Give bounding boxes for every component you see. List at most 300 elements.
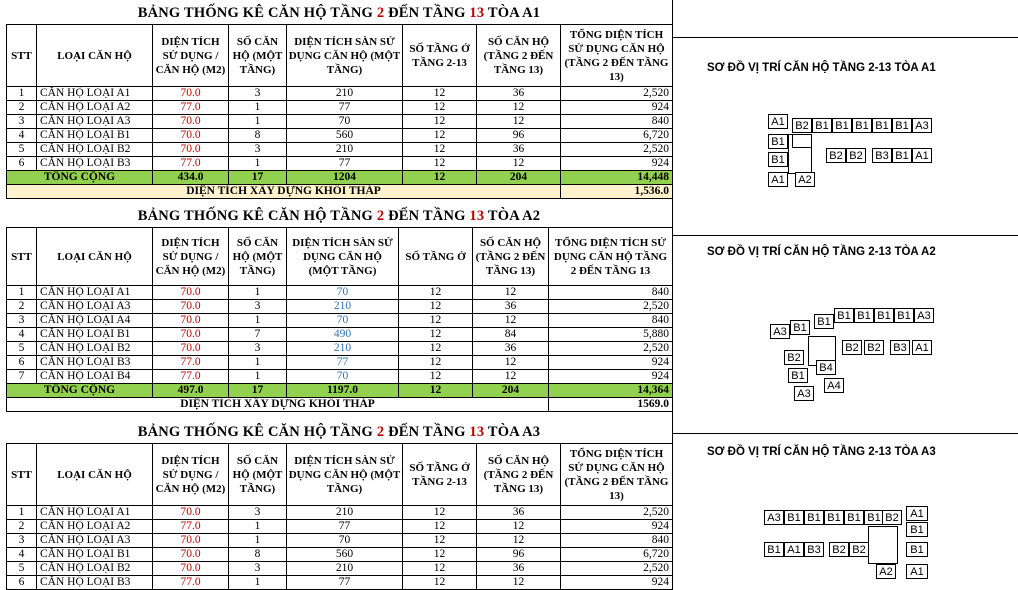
- table-a1: [6, 24, 673, 199]
- table-cell: 77: [287, 101, 403, 115]
- table-cell: 3: [7, 534, 37, 548]
- table-cell: 560: [287, 129, 403, 143]
- apartment-unit: B1: [764, 542, 784, 557]
- table-cell: 1: [229, 157, 287, 171]
- table-cell: 12: [403, 534, 477, 548]
- table-cell: CĂN HỘ LOẠI A3: [37, 534, 153, 548]
- apartment-unit: B1: [906, 522, 928, 537]
- table-cell: 77.0: [153, 520, 229, 534]
- table-row: [7, 300, 673, 314]
- apartment-unit: A4: [824, 378, 844, 393]
- diagram-title-a2: SƠ ĐỒ VỊ TRÍ CĂN HỘ TẦNG 2-13 TÒA A2: [707, 246, 936, 258]
- table-cell: 924: [549, 370, 673, 384]
- table-cell: 70.0: [153, 143, 229, 157]
- header-total-area: TỔNG DIỆN TÍCH SỬ DỤNG CĂN HỘ (TẦNG 2 ĐẾN TẦNG 13): [561, 25, 673, 87]
- header-stt: STT: [7, 444, 37, 506]
- table-cell: 5: [7, 342, 37, 356]
- table-cell: 490: [287, 328, 399, 342]
- table-cell: 1: [229, 286, 287, 300]
- table-cell: 12: [473, 286, 549, 300]
- apartment-unit: B2: [826, 148, 846, 163]
- table-block-a2: [6, 205, 672, 412]
- table-cell: 3: [7, 115, 37, 129]
- table-cell: 924: [561, 576, 673, 590]
- table-cell: CĂN HỘ LOẠI A2: [37, 101, 153, 115]
- table-cell: 70: [287, 534, 403, 548]
- table-cell: CĂN HỘ LOẠI B2: [37, 143, 153, 157]
- table-row: [7, 286, 673, 300]
- table-cell: 12: [399, 300, 473, 314]
- header-floor-area: DIỆN TÍCH SÀN SỬ DỤNG CĂN HỘ (MỘT TẦNG): [287, 228, 399, 286]
- table-cell: 70.0: [153, 548, 229, 562]
- total-cell: TỔNG CỘNG: [7, 384, 153, 398]
- diagram-title-a1: SƠ ĐỒ VỊ TRÍ CĂN HỘ TẦNG 2-13 TÒA A1: [707, 62, 936, 74]
- table-cell: 2,520: [561, 143, 673, 157]
- table-row: [7, 342, 673, 356]
- apartment-unit: B1: [894, 308, 914, 323]
- table-cell: 6,720: [561, 129, 673, 143]
- table-cell: 70.0: [153, 506, 229, 520]
- table-cell: 77.0: [153, 356, 229, 370]
- table-cell: 840: [561, 115, 673, 129]
- apartment-unit: B2: [849, 542, 869, 557]
- table-cell: 210: [287, 506, 403, 520]
- table-cell: CĂN HỘ LOẠI B3: [37, 157, 153, 171]
- apartment-unit: B1: [874, 308, 894, 323]
- table-cell: 77.0: [153, 370, 229, 384]
- title-text: BẢNG THỐNG KÊ CĂN HỘ TẦNG: [137, 208, 377, 224]
- table-cell: 70.0: [153, 300, 229, 314]
- header-total-area: TỔNG DIỆN TÍCH SỬ DỤNG CĂN HỘ TẦNG 2 ĐẾN TẦNG 13: [549, 228, 673, 286]
- table-cell: 924: [549, 356, 673, 370]
- table-cell: 1: [229, 101, 287, 115]
- total-cell: 12: [403, 171, 477, 185]
- table-cell: 1: [229, 370, 287, 384]
- title-floor-to: 13: [469, 424, 485, 440]
- table-cell: 70: [287, 370, 399, 384]
- table-cell: 7: [229, 328, 287, 342]
- table-cell: 8: [229, 129, 287, 143]
- total-cell: 204: [473, 384, 549, 398]
- title-floor-from: 2: [376, 424, 385, 440]
- table-cell: 3: [229, 87, 287, 101]
- table-cell: 12: [399, 342, 473, 356]
- header-total-area: TỔNG DIỆN TÍCH SỬ DỤNG CĂN HỘ (TẦNG 2 ĐẾN TẦNG 13): [561, 444, 673, 506]
- total-cell: 17: [229, 384, 287, 398]
- table-cell: 12: [403, 157, 477, 171]
- apartment-unit: A3: [764, 510, 784, 525]
- table-cell: 12: [477, 520, 561, 534]
- apartment-unit: B1: [768, 134, 788, 149]
- table-cell: 6: [7, 157, 37, 171]
- table-cell: 12: [473, 314, 549, 328]
- table-cell: 70.0: [153, 342, 229, 356]
- table-cell: 210: [287, 87, 403, 101]
- apartment-unit: A3: [794, 386, 814, 401]
- table-cell: 77: [287, 576, 403, 590]
- table-row: [7, 548, 673, 562]
- table-cell: 96: [477, 548, 561, 562]
- table-cell: 70.0: [153, 129, 229, 143]
- table-cell: 70.0: [153, 87, 229, 101]
- table-cell: 924: [561, 101, 673, 115]
- title-building: TÒA A3: [484, 424, 541, 440]
- table-cell: 12: [403, 143, 477, 157]
- table-row: [7, 576, 673, 590]
- table-cell: 5: [7, 562, 37, 576]
- total-cell: 497.0: [153, 384, 229, 398]
- table-cell: 2: [7, 520, 37, 534]
- title-text: BẢNG THỐNG KÊ CĂN HỘ TẦNG: [137, 424, 377, 440]
- header-units-total: SỐ CĂN HỘ (TẦNG 2 ĐẾN TẦNG 13): [477, 25, 561, 87]
- table-cell: 70: [287, 286, 399, 300]
- diagram-panel-a3: [673, 433, 1018, 586]
- table-cell: 1: [229, 115, 287, 129]
- table-cell: 12: [477, 157, 561, 171]
- table-cell: 560: [287, 548, 403, 562]
- table-cell: 3: [229, 506, 287, 520]
- table-cell: 70: [287, 115, 403, 129]
- table-row: [7, 314, 673, 328]
- table-cell: 12: [399, 356, 473, 370]
- header-stt: STT: [7, 228, 37, 286]
- header-units-total: SỐ CĂN HỘ (TẦNG 2 ĐẾN TẦNG 13): [473, 228, 549, 286]
- title-text: BẢNG THỐNG KÊ CĂN HỘ TẦNG: [137, 5, 377, 21]
- apartment-unit: B1: [812, 118, 832, 133]
- apartment-unit: B1: [872, 118, 892, 133]
- table-cell: 70.0: [153, 314, 229, 328]
- table-cell: 3: [229, 143, 287, 157]
- construction-area-value: 1569.0: [549, 398, 673, 412]
- table-cell: 6,720: [561, 548, 673, 562]
- site-diagrams: [672, 0, 1018, 585]
- diagram-panel-a1: [673, 37, 1018, 236]
- table-cell: 210: [287, 300, 399, 314]
- apartment-unit: A3: [914, 308, 934, 323]
- table-cell: CĂN HỘ LOẠI B2: [37, 342, 153, 356]
- table-cell: 70: [287, 314, 399, 328]
- apartment-unit: B2: [829, 542, 849, 557]
- table-cell: 70.0: [153, 115, 229, 129]
- table-cell: 12: [477, 115, 561, 129]
- table-cell: 12: [403, 129, 477, 143]
- table-cell: 12: [403, 548, 477, 562]
- table-cell: CĂN HỘ LOẠI A1: [37, 87, 153, 101]
- table-row: [7, 328, 673, 342]
- apartment-unit: B1: [804, 510, 824, 525]
- header-usable-area: DIỆN TÍCH SỬ DỤNG / CĂN HỘ (M2): [153, 25, 229, 87]
- table-cell: 1: [7, 286, 37, 300]
- apartment-unit: B1: [854, 308, 874, 323]
- table-cell: CĂN HỘ LOẠI B2: [37, 562, 153, 576]
- apartment-unit: B1: [768, 152, 788, 167]
- table-cell: 77: [287, 157, 403, 171]
- apartment-unit: A1: [768, 172, 788, 187]
- total-cell: 1204: [287, 171, 403, 185]
- table-cell: 924: [561, 520, 673, 534]
- table-row: [7, 101, 673, 115]
- title-building: TÒA A1: [484, 5, 541, 21]
- table-cell: CĂN HỘ LOẠI B3: [37, 356, 153, 370]
- apartment-unit: B1: [784, 510, 804, 525]
- apartment-unit: B1: [814, 314, 834, 329]
- table-cell: 12: [403, 520, 477, 534]
- circulation-core: [868, 526, 898, 564]
- table-cell: 3: [229, 300, 287, 314]
- table-cell: CĂN HỘ LOẠI A4: [37, 314, 153, 328]
- apartment-unit: B3: [890, 340, 910, 355]
- table-cell: 12: [399, 286, 473, 300]
- table-title-a2: [6, 205, 672, 227]
- apartment-unit: A1: [768, 114, 788, 129]
- table-cell: 6: [7, 356, 37, 370]
- table-cell: 77.0: [153, 157, 229, 171]
- table-cell: 2,520: [561, 87, 673, 101]
- table-cell: CĂN HỘ LOẠI A3: [37, 115, 153, 129]
- table-cell: 1: [229, 314, 287, 328]
- apartment-unit: B1: [906, 542, 928, 557]
- header-type: LOẠI CĂN HỘ: [37, 25, 153, 87]
- title-text: ĐẾN TẦNG: [384, 5, 470, 21]
- header-units-per-floor: SỐ CĂN HỘ (MỘT TẦNG): [229, 25, 287, 87]
- table-cell: CĂN HỘ LOẠI B4: [37, 370, 153, 384]
- table-cell: 12: [399, 370, 473, 384]
- header-units-per-floor: SỐ CĂN HỘ (MỘT TẦNG): [229, 444, 287, 506]
- table-cell: 4: [7, 548, 37, 562]
- construction-area-label: DIỆN TÍCH XÂY DỰNG KHỐI THÁP: [7, 398, 549, 412]
- title-text: ĐẾN TẦNG: [384, 424, 470, 440]
- table-cell: 1: [7, 87, 37, 101]
- apartment-unit: B2: [846, 148, 866, 163]
- table-cell: 210: [287, 143, 403, 157]
- table-cell: 12: [473, 370, 549, 384]
- total-cell: 14,448: [561, 171, 673, 185]
- header-floor-area: DIỆN TÍCH SÀN SỬ DỤNG CĂN HỘ (MỘT TẦNG): [287, 444, 403, 506]
- table-cell: CĂN HỘ LOẠI B1: [37, 129, 153, 143]
- table-cell: 36: [473, 300, 549, 314]
- table-row: [7, 562, 673, 576]
- header-type: LOẠI CĂN HỘ: [37, 444, 153, 506]
- table-row: [7, 157, 673, 171]
- table-cell: 36: [477, 562, 561, 576]
- table-cell: 2: [7, 300, 37, 314]
- construction-area-value: 1,536.0: [561, 185, 673, 199]
- table-cell: 12: [403, 101, 477, 115]
- header-stt: STT: [7, 25, 37, 87]
- table-a2: [6, 227, 673, 412]
- table-cell: 2: [7, 101, 37, 115]
- apartment-unit: A2: [876, 564, 896, 579]
- table-cell: 1: [229, 534, 287, 548]
- total-cell: 14,364: [549, 384, 673, 398]
- total-cell: 12: [399, 384, 473, 398]
- diagram-title-a3: SƠ ĐỒ VỊ TRÍ CĂN HỘ TẦNG 2-13 TÒA A3: [707, 446, 936, 458]
- table-cell: 2,520: [561, 562, 673, 576]
- title-floor-to: 13: [469, 5, 485, 21]
- table-cell: 12: [477, 101, 561, 115]
- table-row: [7, 520, 673, 534]
- apartment-unit: B2: [784, 350, 804, 365]
- table-row: [7, 129, 673, 143]
- table-cell: 12: [477, 534, 561, 548]
- table-cell: 924: [561, 157, 673, 171]
- total-row: [7, 171, 673, 185]
- table-cell: 36: [477, 143, 561, 157]
- table-cell: 77.0: [153, 101, 229, 115]
- apartment-unit: B4: [816, 360, 836, 375]
- table-cell: 4: [7, 328, 37, 342]
- apartment-unit: B1: [852, 118, 872, 133]
- title-text: ĐẾN TẦNG: [384, 208, 470, 224]
- construction-area-row: [7, 398, 673, 412]
- table-cell: CĂN HỘ LOẠI B1: [37, 548, 153, 562]
- total-cell: 204: [477, 171, 561, 185]
- statistics-tables: [6, 0, 672, 588]
- table-cell: 210: [287, 562, 403, 576]
- apartment-unit: A3: [912, 118, 932, 133]
- table-cell: 36: [473, 342, 549, 356]
- total-cell: TỔNG CỘNG: [7, 171, 153, 185]
- table-cell: 2,520: [549, 300, 673, 314]
- apartment-unit: B1: [788, 368, 808, 383]
- apartment-unit: A1: [906, 506, 928, 521]
- table-cell: 12: [477, 576, 561, 590]
- table-cell: 36: [477, 87, 561, 101]
- construction-area-row: [7, 185, 673, 199]
- header-floor-area: DIỆN TÍCH SÀN SỬ DỤNG CĂN HỘ (MỘT TẦNG): [287, 25, 403, 87]
- table-cell: CĂN HỘ LOẠI A1: [37, 506, 153, 520]
- table-cell: 6: [7, 576, 37, 590]
- header-floors: SỐ TẦNG Ở: [399, 228, 473, 286]
- table-cell: 5,880: [549, 328, 673, 342]
- table-cell: CĂN HỘ LOẠI B1: [37, 328, 153, 342]
- table-block-a3: [6, 421, 672, 590]
- table-cell: 70.0: [153, 286, 229, 300]
- table-cell: CĂN HỘ LOẠI B3: [37, 576, 153, 590]
- table-a3: [6, 443, 673, 590]
- table-cell: 12: [473, 356, 549, 370]
- title-floor-from: 2: [376, 208, 385, 224]
- table-cell: CĂN HỘ LOẠI A2: [37, 520, 153, 534]
- table-cell: 3: [7, 314, 37, 328]
- table-cell: 1: [7, 506, 37, 520]
- apartment-unit: A1: [912, 148, 932, 163]
- table-title-a1: [6, 2, 672, 24]
- total-cell: 17: [229, 171, 287, 185]
- table-cell: 840: [549, 314, 673, 328]
- table-row: [7, 370, 673, 384]
- table-cell: 12: [399, 328, 473, 342]
- table-cell: 210: [287, 342, 399, 356]
- table-row: [7, 115, 673, 129]
- table-cell: 1: [229, 576, 287, 590]
- table-cell: 5: [7, 143, 37, 157]
- table-cell: 77.0: [153, 576, 229, 590]
- construction-area-label: DIỆN TÍCH XÂY DỰNG KHỐI THÁP: [7, 185, 561, 199]
- table-row: [7, 506, 673, 520]
- diagram-panel-a2: [673, 235, 1018, 434]
- table-cell: 2,520: [549, 342, 673, 356]
- header-floors: SỐ TẦNG Ở TẦNG 2-13: [403, 25, 477, 87]
- table-cell: 840: [561, 534, 673, 548]
- table-cell: 840: [549, 286, 673, 300]
- table-block-a1: [6, 2, 672, 199]
- table-cell: 8: [229, 548, 287, 562]
- table-cell: 7: [7, 370, 37, 384]
- table-cell: 77: [287, 520, 403, 534]
- title-floor-from: 2: [376, 5, 385, 21]
- apartment-unit: B1: [790, 320, 810, 335]
- header-usable-area: DIỆN TÍCH SỬ DỤNG / CĂN HỘ (M2): [153, 444, 229, 506]
- table-cell: 3: [229, 342, 287, 356]
- total-cell: 1197.0: [287, 384, 399, 398]
- table-cell: 96: [477, 129, 561, 143]
- title-floor-to: 13: [469, 208, 485, 224]
- apartment-unit: B3: [804, 542, 824, 557]
- table-cell: 12: [403, 115, 477, 129]
- header-units-per-floor: SỐ CĂN HỘ (MỘT TẦNG): [229, 228, 287, 286]
- table-row: [7, 87, 673, 101]
- table-row: [7, 534, 673, 548]
- header-floors: SỐ TẦNG Ở TẦNG 2-13: [403, 444, 477, 506]
- table-cell: 70.0: [153, 328, 229, 342]
- table-cell: 12: [403, 506, 477, 520]
- table-cell: 36: [477, 506, 561, 520]
- apartment-unit: B2: [842, 340, 862, 355]
- apartment-unit: B1: [834, 308, 854, 323]
- table-cell: 3: [229, 562, 287, 576]
- apartment-unit: B1: [832, 118, 852, 133]
- total-cell: 434.0: [153, 171, 229, 185]
- header-usable-area: DIỆN TÍCH SỬ DỤNG / CĂN HỘ (M2): [153, 228, 229, 286]
- apartment-unit: B1: [892, 118, 912, 133]
- table-cell: 12: [403, 576, 477, 590]
- table-cell: 12: [403, 562, 477, 576]
- table-cell: 1: [229, 520, 287, 534]
- table-cell: 2,520: [561, 506, 673, 520]
- apartment-unit: A1: [912, 340, 932, 355]
- header-units-total: SỐ CĂN HỘ (TẦNG 2 ĐẾN TẦNG 13): [477, 444, 561, 506]
- apartment-unit: B1: [892, 148, 912, 163]
- apartment-unit: B2: [792, 118, 812, 133]
- apartment-unit: B2: [864, 340, 884, 355]
- table-cell: 70.0: [153, 562, 229, 576]
- apartment-unit: B3: [872, 148, 892, 163]
- table-cell: 84: [473, 328, 549, 342]
- apartment-unit: A2: [795, 172, 815, 187]
- apartment-unit: A3: [770, 324, 790, 339]
- table-cell: 4: [7, 129, 37, 143]
- apartment-unit: A1: [784, 542, 804, 557]
- title-building: TÒA A2: [484, 208, 541, 224]
- table-row: [7, 143, 673, 157]
- apartment-unit: B1: [864, 510, 884, 525]
- circulation-core: [792, 134, 812, 148]
- total-row: [7, 384, 673, 398]
- apartment-unit: B1: [844, 510, 864, 525]
- table-cell: 1: [229, 356, 287, 370]
- table-cell: CĂN HỘ LOẠI A3: [37, 300, 153, 314]
- table-row: [7, 356, 673, 370]
- table-cell: 12: [399, 314, 473, 328]
- table-cell: 77: [287, 356, 399, 370]
- table-title-a3: [6, 421, 672, 443]
- apartment-unit: A1: [906, 564, 928, 579]
- table-cell: 12: [403, 87, 477, 101]
- apartment-unit: B2: [882, 510, 902, 525]
- table-cell: 70.0: [153, 534, 229, 548]
- apartment-unit: B1: [824, 510, 844, 525]
